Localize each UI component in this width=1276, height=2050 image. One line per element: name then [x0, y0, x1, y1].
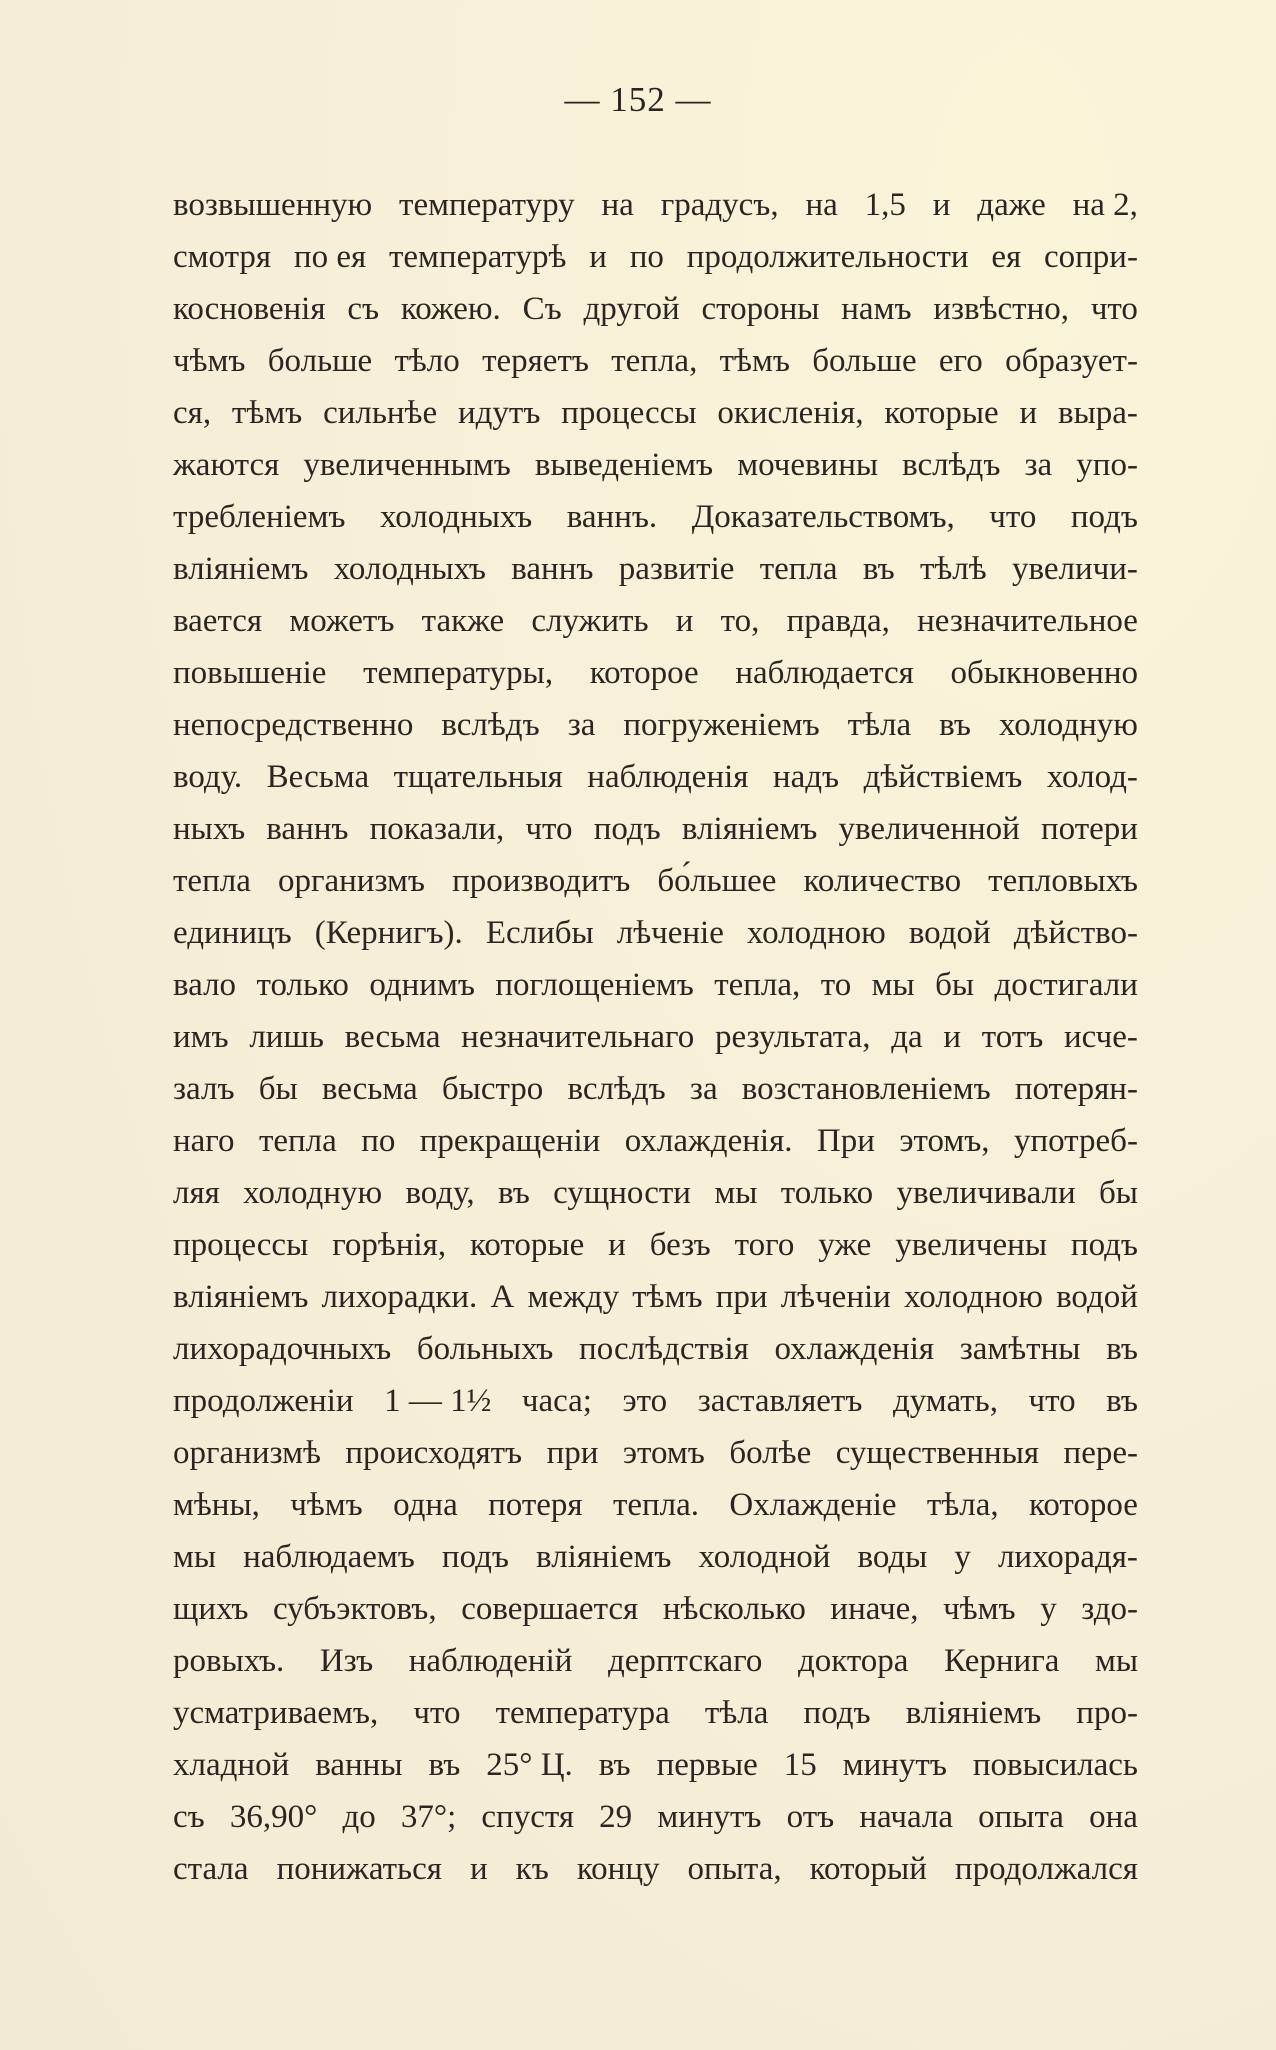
word: спустя [481, 1799, 575, 1835]
word: увеличивали [896, 1175, 1076, 1211]
word: въ [862, 551, 895, 587]
word: сопри- [1043, 239, 1138, 275]
word: потерян- [1014, 1071, 1138, 1107]
word: холодной [698, 1539, 831, 1575]
word: увеличены [895, 1227, 1047, 1263]
word: Изъ [319, 1643, 374, 1679]
text-line [173, 1791, 1138, 1843]
word: то, [720, 603, 760, 639]
word: минутъ [842, 1747, 947, 1783]
word: нѣсколько [662, 1591, 806, 1627]
word: болѣе [729, 1435, 812, 1471]
word: жаются [173, 447, 280, 483]
word: водой [1056, 1279, 1138, 1315]
word: мы [1094, 1643, 1138, 1679]
word: подъ [1070, 1227, 1138, 1263]
word: ваннъ [511, 551, 594, 587]
word: чѣмъ [173, 343, 246, 379]
word: кожею. [400, 291, 501, 327]
word: то [820, 967, 852, 1003]
word: мы [714, 1175, 758, 1211]
word: поглощеніемъ [495, 967, 694, 1003]
word: повысилась [972, 1747, 1138, 1783]
text-line [173, 647, 1138, 699]
word: думать, [892, 1383, 998, 1419]
word: и [932, 187, 951, 223]
word: употреб- [1013, 1123, 1138, 1159]
word: дерптскаго [607, 1643, 763, 1679]
word: тѣла [704, 1695, 769, 1731]
word: окисленія, [717, 395, 864, 431]
word: продолжался [954, 1851, 1138, 1887]
word: служить [531, 603, 649, 639]
word: мѣны, [173, 1487, 260, 1523]
word: результата, [714, 1019, 871, 1055]
word: температуру [399, 187, 575, 223]
word: что [1090, 291, 1138, 327]
word: и [608, 1227, 626, 1263]
word: тепла, [611, 343, 698, 379]
word: съ [173, 1799, 205, 1835]
body-text [173, 179, 1138, 1895]
word: тепла, [714, 967, 801, 1003]
word: чѣмъ [290, 1487, 363, 1523]
word: въ [428, 1747, 461, 1783]
word: процессы [561, 395, 697, 431]
word: только [780, 1175, 874, 1211]
text-line [173, 699, 1138, 751]
word: до [342, 1799, 376, 1835]
word: 15 [783, 1747, 817, 1783]
word: что [413, 1695, 461, 1731]
word: намъ [841, 291, 912, 327]
word: больше [812, 343, 917, 379]
word: количество [803, 863, 962, 899]
word: тепла [258, 1123, 337, 1159]
text-line [173, 1219, 1138, 1271]
word: весьма [344, 1019, 441, 1055]
word: опыта, [687, 1851, 782, 1887]
word: теряетъ [482, 343, 589, 379]
word: увеличи- [1012, 551, 1138, 587]
word: замѣтны [959, 1331, 1081, 1367]
word: наблюденія [587, 759, 749, 795]
word: тѣла, [926, 1487, 999, 1523]
word: въ [598, 1747, 631, 1783]
word: Съ [522, 291, 562, 327]
word: только [256, 967, 349, 1003]
word: можетъ [289, 603, 395, 639]
word: вслѣдъ [441, 707, 540, 743]
word: подъ [593, 811, 661, 847]
word: весьма [321, 1071, 418, 1107]
text-line [173, 283, 1138, 335]
word: холодную [999, 707, 1138, 743]
word: концу [576, 1851, 660, 1887]
text-line [173, 1271, 1138, 1323]
text-line [173, 1583, 1138, 1635]
word: да [891, 1019, 923, 1055]
word: одна [393, 1487, 458, 1523]
word: А [490, 1279, 515, 1315]
word: по [361, 1123, 396, 1159]
text-line [173, 1063, 1138, 1115]
word: стороны [701, 291, 820, 327]
word: и [675, 603, 694, 639]
word: холодною [746, 915, 886, 951]
word: что [525, 811, 573, 847]
word: къ [515, 1851, 549, 1887]
word: тепла. [612, 1487, 700, 1523]
word: организмѣ [173, 1435, 321, 1471]
word: потеря [488, 1487, 583, 1523]
word: которое [589, 655, 699, 691]
word: у [954, 1539, 971, 1575]
word: при [546, 1435, 599, 1471]
word: того [734, 1227, 795, 1263]
word: организмъ [277, 863, 425, 899]
text-line [173, 1011, 1138, 1063]
word: сущности [553, 1175, 691, 1211]
word: этомъ [622, 1435, 705, 1471]
word: 25° Ц. [486, 1747, 573, 1783]
word: между [527, 1279, 620, 1315]
word: подъ [441, 1539, 509, 1575]
word: стала [173, 1851, 249, 1887]
word: градусъ, [660, 187, 779, 223]
word: охлажденія [774, 1331, 935, 1367]
word: ся, [173, 395, 212, 431]
text-line [173, 491, 1138, 543]
word: въ [1106, 1331, 1138, 1367]
text-line [173, 1739, 1138, 1791]
word: наблюдается [735, 655, 914, 691]
word: бы [1098, 1175, 1138, 1211]
word: которые [884, 395, 999, 431]
word: уже [818, 1227, 872, 1263]
word: за [567, 707, 596, 743]
word: охлажденія. [624, 1123, 793, 1159]
word: водой [908, 915, 991, 951]
word: въ [1106, 1383, 1138, 1419]
word: имъ [173, 1019, 229, 1055]
word: что [989, 499, 1037, 535]
word: развитіе [618, 551, 735, 587]
word: незначительное [917, 603, 1138, 639]
word: бо́льшее [657, 863, 777, 899]
word: идутъ [457, 395, 541, 431]
word: единицъ [173, 915, 292, 951]
word: ваннъ. [566, 499, 658, 535]
word: сильнѣе [323, 395, 438, 431]
text-line [173, 1531, 1138, 1583]
word: холод- [1046, 759, 1138, 795]
word: больше [267, 343, 373, 379]
word: вліяніемъ [173, 1279, 309, 1315]
word: воду. [173, 759, 243, 795]
word: ванны [315, 1747, 403, 1783]
word: тѣмъ [719, 343, 790, 379]
word: лѣченіе [616, 915, 724, 951]
word: повышеніе [173, 655, 327, 691]
word: вается [173, 603, 263, 639]
word: 29 [599, 1799, 633, 1835]
word: которое [1029, 1487, 1138, 1523]
word: его [938, 343, 983, 379]
word: опыта [978, 1799, 1064, 1835]
word: заставляетъ [697, 1383, 863, 1419]
word: вліяніемъ [173, 551, 309, 587]
word: производитъ [452, 863, 631, 899]
word: прекращеніи [419, 1123, 601, 1159]
word: достигали [994, 967, 1138, 1003]
word: лихорадки. [321, 1279, 478, 1315]
word: вліяніемъ [905, 1695, 1042, 1731]
word: холодною [903, 1279, 1043, 1315]
text-line [173, 1323, 1138, 1375]
word: лихорадя- [997, 1539, 1138, 1575]
word: тепловыхъ [988, 863, 1138, 899]
word: тѣмъ [231, 395, 303, 431]
word: воды [857, 1539, 928, 1575]
word: показали, [369, 811, 505, 847]
word: дѣйство- [1013, 915, 1138, 951]
word: бы [935, 967, 975, 1003]
word: выра- [1058, 395, 1138, 431]
word: субъэктовъ, [272, 1591, 437, 1627]
word: лихорадочныхъ [173, 1331, 392, 1367]
word: незначительнаго [461, 1019, 695, 1055]
word: извѣстно, [933, 291, 1070, 327]
word: вало [173, 967, 237, 1003]
word: 36,90° [229, 1799, 318, 1835]
word: непосредственно [173, 707, 414, 743]
text-line [173, 1115, 1138, 1167]
word: часа; [521, 1383, 592, 1419]
word: по ея [293, 239, 367, 275]
word: у [1040, 1591, 1057, 1627]
word: При [816, 1123, 875, 1159]
word: правда, [786, 603, 890, 639]
word: Охлажденіе [729, 1487, 897, 1523]
word: быстро [441, 1071, 544, 1107]
word: холодныхъ [333, 551, 486, 587]
word: погруженіемъ [623, 707, 820, 743]
word: тѣлѣ [919, 551, 987, 587]
word: вліяніемъ [536, 1539, 672, 1575]
word: 1,5 [864, 187, 906, 223]
word: тщательныя [393, 759, 563, 795]
word: ляя [173, 1175, 220, 1211]
word: увеличеннымъ [303, 447, 511, 483]
word: косновенія [173, 291, 326, 327]
word: что [1028, 1383, 1076, 1419]
word: Еслибы [485, 915, 594, 951]
word: больныхъ [416, 1331, 554, 1367]
word: упо- [1076, 447, 1138, 483]
word: потери [1040, 811, 1138, 847]
word: пере- [1063, 1435, 1138, 1471]
word: тѣло [394, 343, 460, 379]
text-line [173, 543, 1138, 595]
text-line [173, 1167, 1138, 1219]
word: наблюденій [408, 1643, 573, 1679]
word: минутъ [657, 1799, 762, 1835]
text-line [173, 179, 1138, 231]
page-number: — 152 — [564, 80, 712, 119]
text-line [173, 1687, 1138, 1739]
word: за [689, 1071, 718, 1107]
word: бы [258, 1071, 298, 1107]
text-line [173, 335, 1138, 387]
word: первые [656, 1747, 758, 1783]
word: тѣла [847, 707, 912, 743]
word: наго [173, 1123, 235, 1159]
word: послѣдствія [579, 1331, 749, 1367]
word: хладной [173, 1747, 290, 1783]
word: за [1024, 447, 1053, 483]
word: образует- [1005, 343, 1138, 379]
text-line [173, 439, 1138, 491]
word: на 2, [1072, 187, 1138, 223]
word: также [421, 603, 505, 639]
word: продолженіи [173, 1383, 354, 1419]
word: на [805, 187, 838, 223]
word: и [943, 1019, 962, 1055]
word: по [629, 239, 664, 275]
text-line [173, 751, 1138, 803]
word: она [1089, 1799, 1138, 1835]
word: ровыхъ. [173, 1643, 285, 1679]
word: вслѣдъ [567, 1071, 666, 1107]
word: усматриваемъ, [173, 1695, 379, 1731]
word: лишь [249, 1019, 324, 1055]
word: ваннъ [266, 811, 349, 847]
word: (Кернигъ). [314, 915, 463, 951]
word: температурѣ [388, 239, 567, 275]
word: возвышенную [173, 187, 373, 223]
text-line [173, 1479, 1138, 1531]
word: наблюдаемъ [243, 1539, 415, 1575]
word: тѣмъ [632, 1279, 703, 1315]
word: подъ [1070, 499, 1138, 535]
text-line [173, 1375, 1138, 1427]
word: выведеніемъ [534, 447, 714, 483]
word: воду, [405, 1175, 475, 1211]
word: и [1019, 395, 1038, 431]
text-line [173, 1635, 1138, 1687]
word: другой [583, 291, 680, 327]
text-line [173, 907, 1138, 959]
word: происходятъ [345, 1435, 523, 1471]
word: смотря [173, 239, 272, 275]
word: тепла [173, 863, 251, 899]
word: тепла [759, 551, 838, 587]
text-line [173, 595, 1138, 647]
text-line [173, 855, 1138, 907]
word: здо- [1081, 1591, 1138, 1627]
word: понижаться [276, 1851, 442, 1887]
word: существенныя [835, 1435, 1040, 1471]
word: щихъ [173, 1591, 249, 1627]
text-line [173, 1843, 1138, 1895]
word: 37°; [400, 1799, 457, 1835]
word: иначе, [830, 1591, 919, 1627]
word: съ [347, 291, 380, 327]
word: совершается [461, 1591, 639, 1627]
word: при [715, 1279, 768, 1315]
word: въ [939, 707, 971, 743]
word: залъ [173, 1071, 235, 1107]
word: Весьма [266, 759, 370, 795]
text-line [173, 1427, 1138, 1479]
word: 1 — 1½ [384, 1383, 492, 1419]
word: Доказательствомъ, [691, 499, 955, 535]
word: процессы [173, 1227, 309, 1263]
word: горѣнія, [332, 1227, 447, 1263]
word: вслѣдъ [902, 447, 1001, 483]
word: и [469, 1851, 488, 1887]
word: ныхъ [173, 811, 246, 847]
word: требленіемъ [173, 499, 346, 535]
word: этомъ, [899, 1123, 990, 1159]
word: продолжительности [686, 239, 969, 275]
word: на [601, 187, 634, 223]
word: лѣченіи [780, 1279, 891, 1315]
word: подъ [803, 1695, 871, 1731]
word: надъ [772, 759, 840, 795]
word: который [809, 1851, 927, 1887]
word: даже [977, 187, 1046, 223]
word: исче- [1064, 1019, 1138, 1055]
word: Кернига [944, 1643, 1060, 1679]
word: чѣмъ [943, 1591, 1016, 1627]
word: мы [871, 967, 915, 1003]
text-line [173, 959, 1138, 1011]
word: ея [991, 239, 1022, 275]
word: мочевины [737, 447, 879, 483]
word: холодную [243, 1175, 383, 1211]
word: дѣйствіемъ [863, 759, 1023, 795]
word: увеличенной [838, 811, 1020, 847]
text-line [173, 803, 1138, 855]
word: тотъ [981, 1019, 1044, 1055]
word: начала [859, 1799, 953, 1835]
text-line [173, 231, 1138, 283]
word: въ [497, 1175, 530, 1211]
word: холодныхъ [379, 499, 533, 535]
word: возстановленіемъ [741, 1071, 991, 1107]
word: и [589, 239, 607, 275]
word: однимъ [369, 967, 475, 1003]
word: которые [470, 1227, 585, 1263]
text-line [173, 387, 1138, 439]
word: температура [495, 1695, 670, 1731]
word: доктора [797, 1643, 909, 1679]
word: температуры, [363, 655, 554, 691]
word: обыкновенно [950, 655, 1138, 691]
word: безъ [649, 1227, 711, 1263]
word: отъ [786, 1799, 835, 1835]
word: вліяніемъ [681, 811, 818, 847]
word: это [622, 1383, 668, 1419]
word: мы [173, 1539, 217, 1575]
word: про- [1076, 1695, 1138, 1731]
